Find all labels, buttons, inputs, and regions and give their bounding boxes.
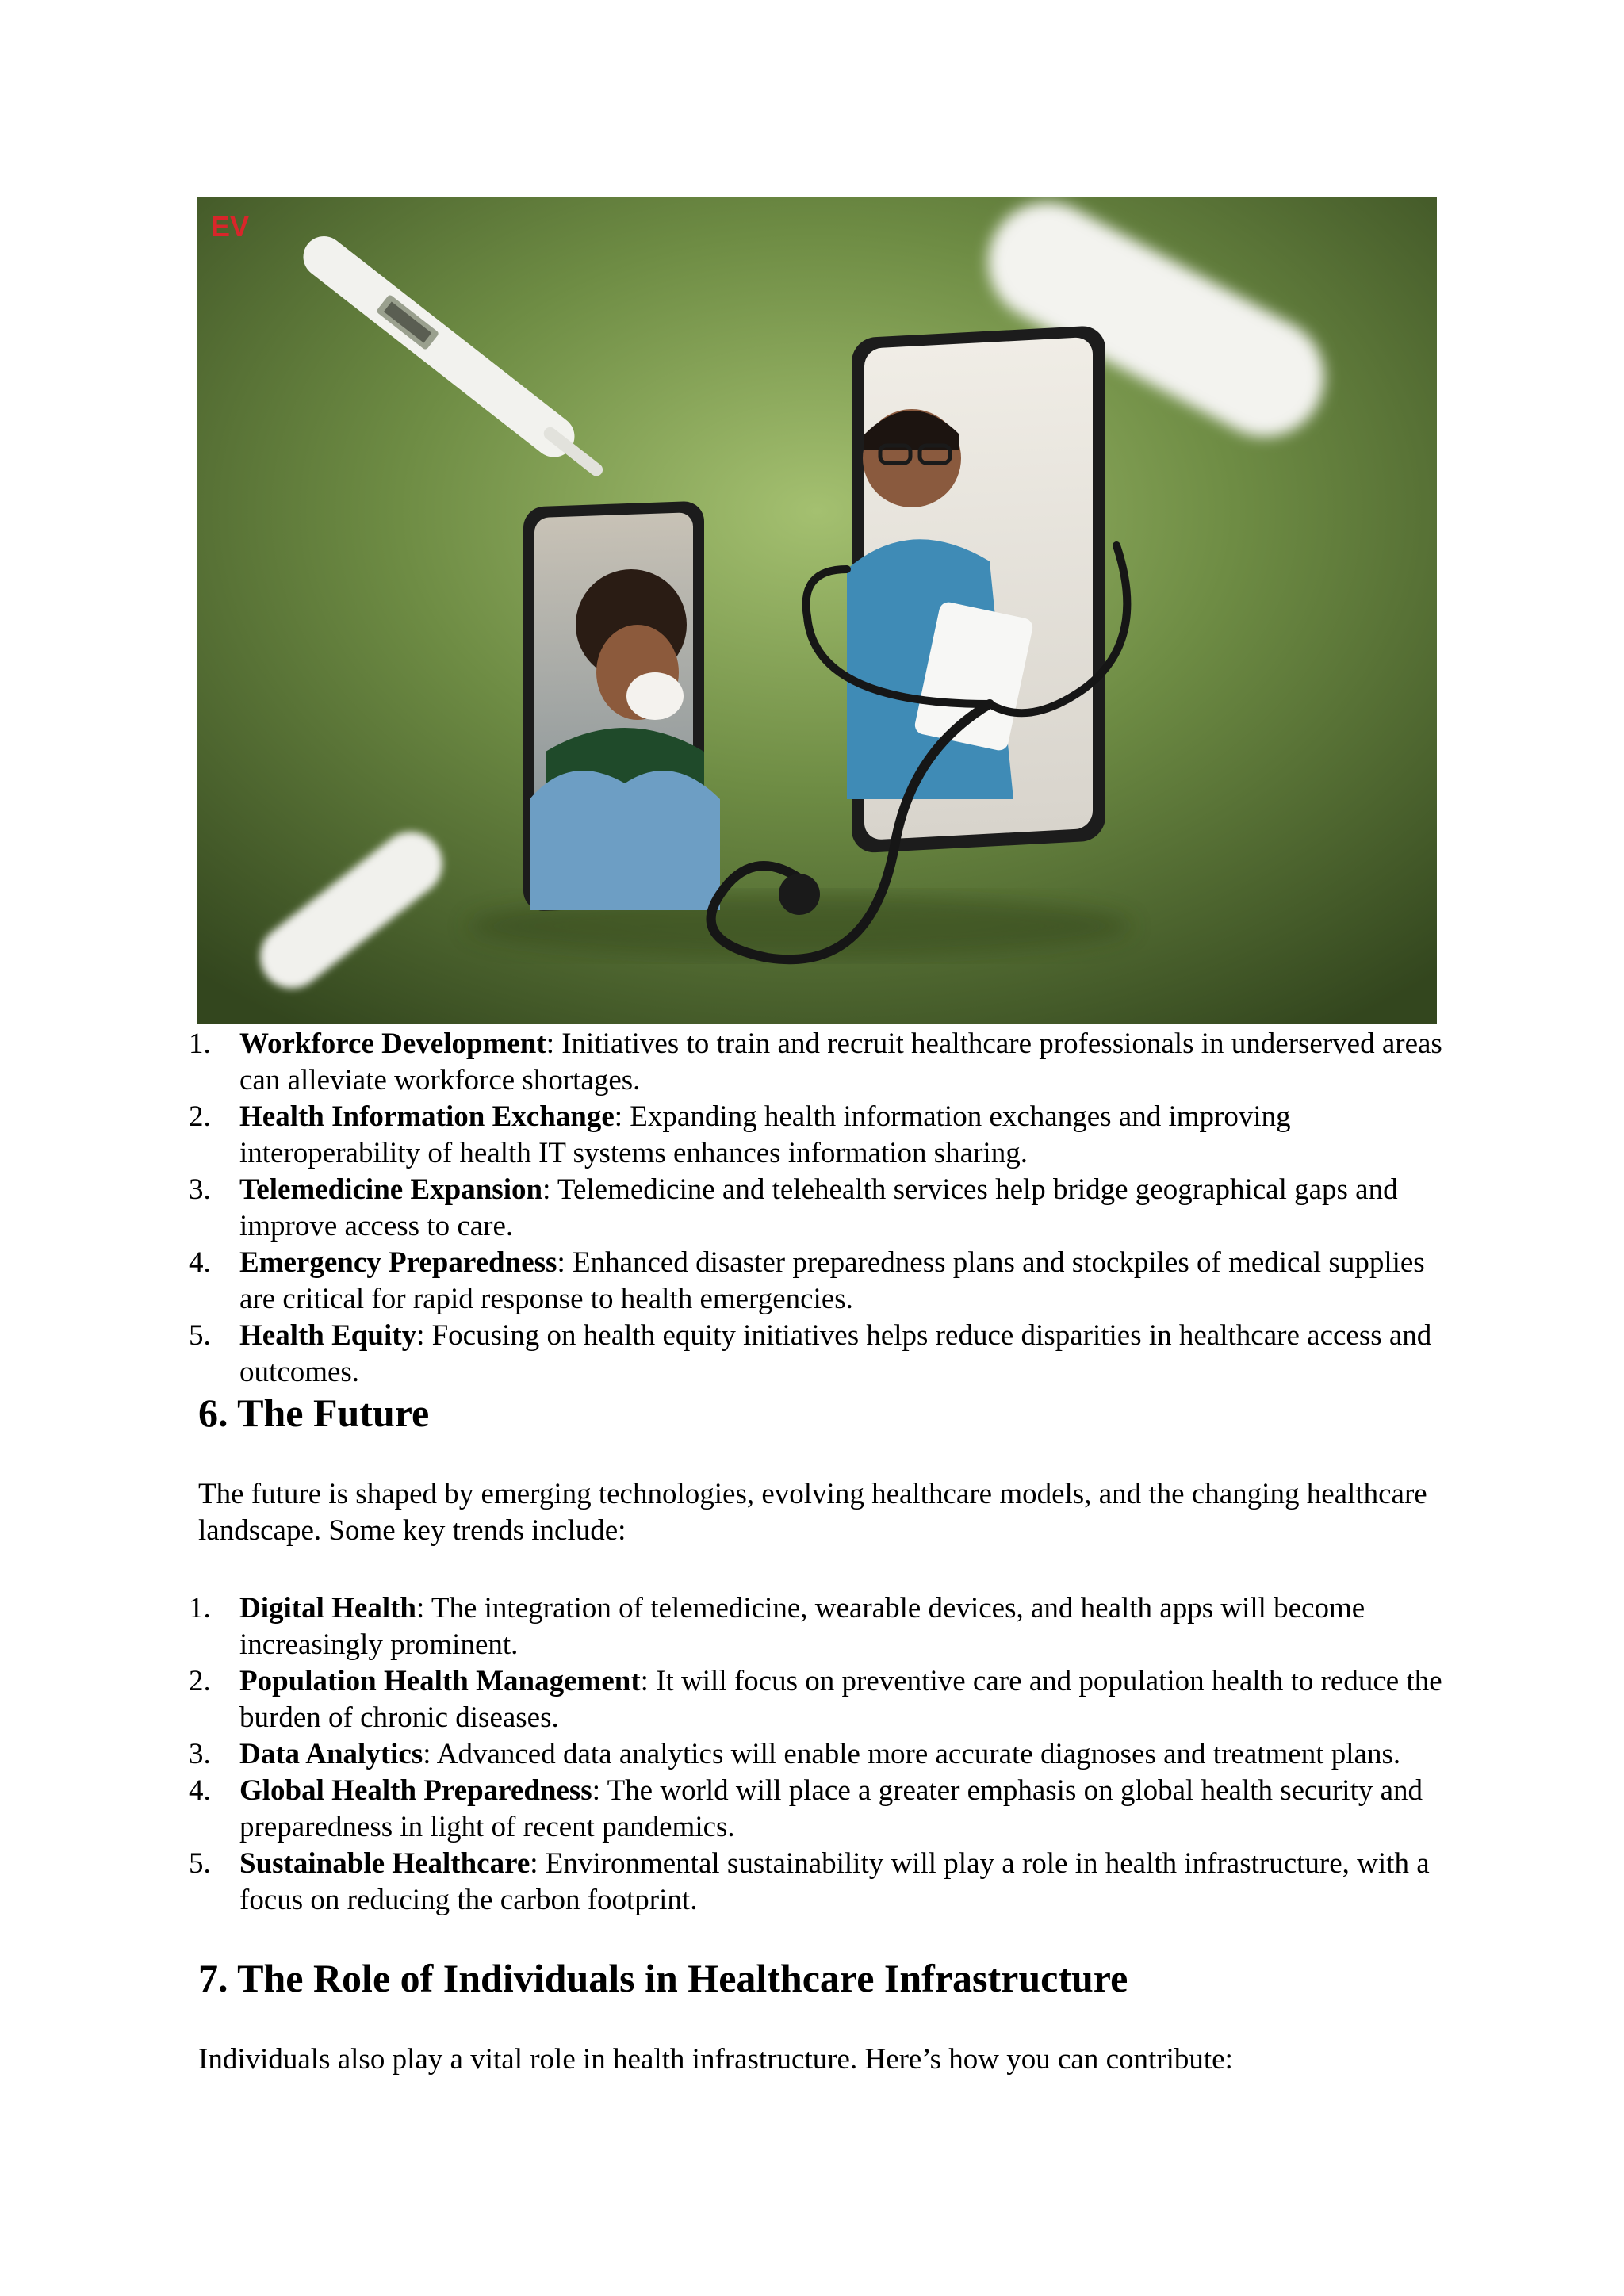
list-item (0, 1846, 1445, 1919)
list-text: : Expanding health information exchanges and improving interoperability of health IT systems enhances information sharing. (239, 1100, 1291, 1169)
list-number: 4. (189, 1774, 211, 1807)
list-text: : Initiatives to train and recruit healthcare professionals in underserved areas can alleviate workforce shortages. (239, 1027, 1442, 1096)
logo-text: EV (211, 210, 250, 243)
list-text: : Environmental sustainability will play a role in health infrastructure, with a focus on reducing the carbon footprint. (239, 1847, 1430, 1916)
list-term: Population Health Management (239, 1665, 641, 1697)
list-item (0, 1026, 1445, 1099)
list-number: 5. (189, 1319, 211, 1352)
telemedicine-illustration (197, 197, 1437, 1024)
section-heading-role-of-individuals: 7. The Role of Individuals in Healthcare Infrastructure (198, 1956, 1128, 2000)
list-term: Workforce Development (239, 1027, 546, 1060)
list-text: : Telemedicine and telehealth services help bridge geographical gaps and improve access to care. (239, 1173, 1398, 1242)
list-term: Health Information Exchange (239, 1100, 615, 1133)
list-item (0, 1099, 1445, 1172)
list-number: 1. (189, 1592, 211, 1624)
list-item (0, 1736, 1445, 1773)
section-intro-role-of-individuals: Individuals also play a vital role in health infrastructure. Here’s how you can contribute: (198, 2043, 1233, 2076)
list-future-trends (0, 1590, 1445, 1919)
list-term: Health Equity (239, 1319, 417, 1352)
list-number: 4. (189, 1246, 211, 1279)
list-item (0, 1773, 1445, 1846)
list-term: Sustainable Healthcare (239, 1847, 530, 1880)
list-number: 3. (189, 1738, 211, 1770)
illustration-svg (197, 197, 1437, 1024)
list-term: Digital Health (239, 1592, 417, 1624)
list-infrastructure-improvements (0, 1026, 1445, 1391)
list-item (0, 1245, 1445, 1318)
list-item (0, 1318, 1445, 1391)
list-number: 2. (189, 1665, 211, 1697)
list-text: : The world will place a greater emphasis on global health security and preparedness in light of recent pandemics. (239, 1774, 1423, 1843)
list-number: 2. (189, 1100, 211, 1133)
list-text: : It will focus on preventive care and population health to reduce the burden of chronic diseases. (239, 1665, 1442, 1734)
list-term: Data Analytics (239, 1738, 423, 1770)
list-text: : Focusing on health equity initiatives helps reduce disparities in healthcare access and outcomes. (239, 1319, 1432, 1388)
list-number: 1. (189, 1027, 211, 1060)
list-term: Telemedicine Expansion (239, 1173, 543, 1206)
section-intro-future: The future is shaped by emerging technologies, evolving healthcare models, and the changing healthcare landscape. Some key trends include: (198, 1478, 1427, 1547)
list-number: 3. (189, 1173, 211, 1206)
smartphone-icon (847, 325, 1105, 854)
section-heading-future: 6. The Future (198, 1391, 430, 1435)
list-item (0, 1663, 1445, 1736)
ev-logo (211, 210, 249, 243)
smartphone-icon (523, 501, 720, 912)
list-term: Emergency Preparedness (239, 1246, 557, 1279)
list-number: 5. (189, 1847, 211, 1880)
list-item (0, 1172, 1445, 1245)
list-text: : The integration of telemedicine, wearable devices, and health apps will become increasingly prominent. (239, 1592, 1365, 1661)
list-item (0, 1590, 1445, 1663)
list-text: : Advanced data analytics will enable more accurate diagnoses and treatment plans. (423, 1738, 1401, 1770)
list-text: : Enhanced disaster preparedness plans and stockpiles of medical supplies are critical for rapid response to health emergencies. (239, 1246, 1425, 1315)
list-term: Global Health Preparedness (239, 1774, 592, 1807)
